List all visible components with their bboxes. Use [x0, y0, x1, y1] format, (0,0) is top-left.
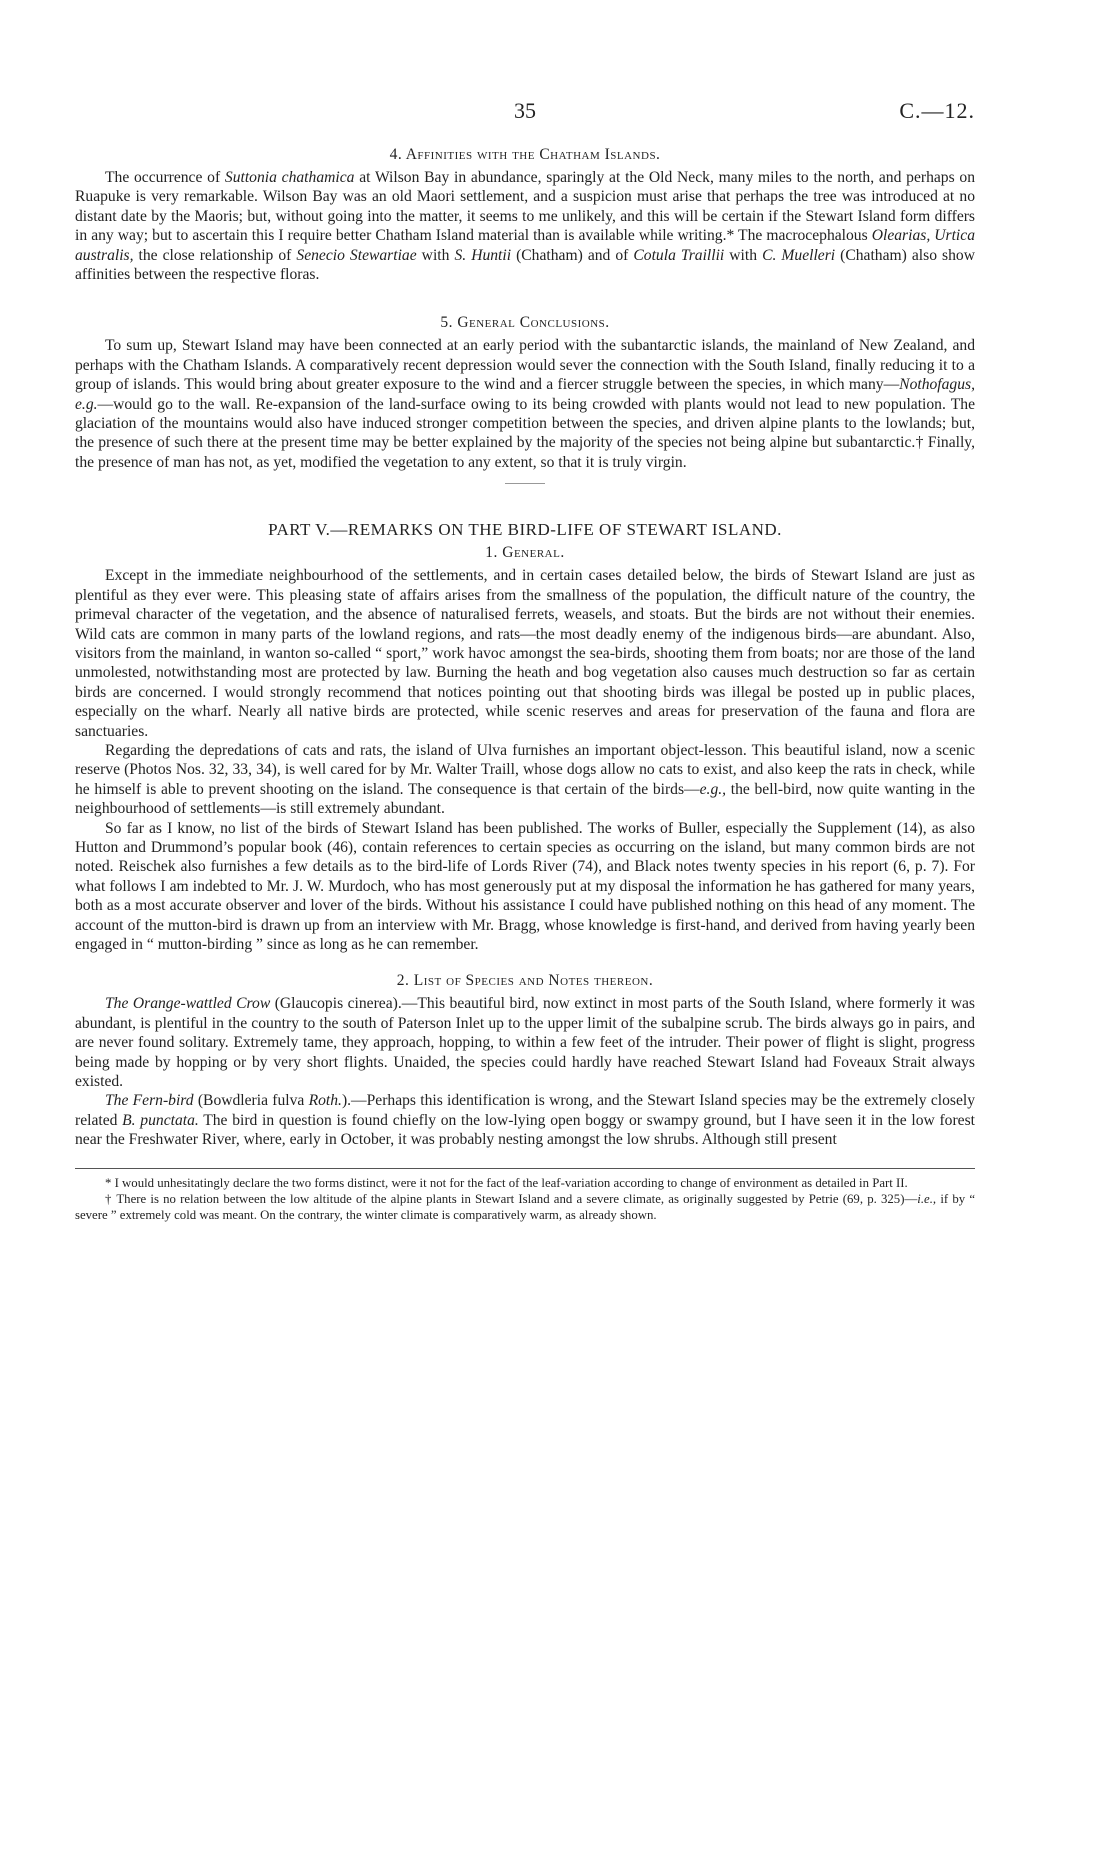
section-heading-affinities: 4. Affinities with the Chatham Islands.: [389, 146, 661, 163]
footnote-asterisk: * I would unhesitatingly declare the two forms distinct, were it not for the fact of the leaf-variation according to change of environment as detailed in Part II.: [105, 1175, 908, 1190]
section-heading-conclusions: 5. General Conclusions.: [440, 314, 610, 332]
paragraph-affinities: The occurrence of Suttonia chathamica at Wilson Bay in abundance, sparingly at the Old Neck, many miles to the north, and perhaps on Ruapuke is very remarkable. Wilson Bay was an old Maori settlement, and a suspicion must arise that perhaps the tree was introduced at no distant date by the Maoris; but, without going into the matter, it seems to me unlikely, and this will be certain if the Stewart Island form differs in any way; but to ascertain this I require better Chatham Island material than is available while writing.* The macrocephalous Olearias, Urtica australis, the close relationship of Senecio Stewartiae with S. Huntii (Chatham) and of Cotula Traillii with C. Muelleri (Chatham) also show affinities between the respective floras.: [75, 169, 976, 284]
document-reference: C.—12.: [899, 98, 975, 123]
section-divider: [505, 483, 545, 484]
page-header: [75, 98, 975, 138]
page-number: 35: [514, 98, 536, 123]
paragraph-fern-bird: The Fern-bird (Bowdleria fulva Roth.).—Perhaps this identification is wrong, and the Stewart Island species may be the extremely closely related B. punctata. The bird in question is found chiefly on the low-lying open boggy or swampy ground, but I have seen it in the low forest near the Freshwater River, where, early in October, it was probably nesting amongst the low shrubs. Although still present: [75, 1092, 975, 1149]
paragraph-conclusions: To sum up, Stewart Island may have been connected at an early period with the subantarctic islands, the mainland of New Zealand, and perhaps with the Chatham Islands. A comparatively recent depression would sever the connection with the South Island, finally reducing it to a group of islands. This would bring about greater exposure to the wind and a fiercer struggle between the species, in which many—Nothofagus, e.g.—would go to the wall. Re-expansion of the land-surface owing to its being crowded with plants would not lead to new population. The glaciation of the mountains would also have induced stronger competition between the species, and driven alpine plants to the lowlands; but, the presence of such there at the present time may be better explained by the majority of the species not being alpine but subantarctic.† Finally, the presence of man has not, as yet, modified the vegetation to any extent, so that it is truly virgin.: [75, 337, 975, 471]
paragraph-sources: So far as I know, no list of the birds of Stewart Island has been published. The works of Buller, especially the Supplement (14), as also Hutton and Drummond’s popular book (46), contain references to certain species as occurring on the island, but many common birds are not noted. Reischek also furnishes a few details as to the bird-life of Lords River (74), and Black notes twenty species in his report (6, p. 7). For what follows I am indebted to Mr. J. W. Murdoch, who has most generously put at my disposal the information he has gathered for many years, both as a most accurate observer and lover of the birds. Without his assistance I could have published nothing on this head of any moment. The account of the mutton-bird is drawn up from an interview with Mr. Bragg, whose knowledge is first-hand, and derived from having yearly been engaged in “ mutton-birding ” since as long as he can remember.: [75, 819, 975, 953]
footnote-divider: [75, 1168, 975, 1169]
paragraph-orange-wattled-crow: The Orange-wattled Crow (Glaucopis cinerea).—This beautiful bird, now extinct in most parts of the South Island, where formerly it was abundant, is plentiful in the country to the south of Paterson Inlet up to the upper limit of the subalpine scrub. The birds always go in pairs, and are never found solitary. Extremely tame, they approach, hopping, to within a few feet of the intruder. Their power of flight is slight, progress being made by hopping or by very short flights. Unaided, the species could hardly have reached Stewart Island had Foveaux Strait always existed.: [75, 995, 975, 1091]
part-title: PART V.—REMARKS ON THE BIRD-LIFE OF STEWART ISLAND.: [268, 520, 782, 540]
section-heading-general: 1. General.: [485, 544, 565, 562]
footnote-dagger: † There is no relation between the low altitude of the alpine plants in Stewart Island and a severe climate, as originally suggested by Petrie (69, p. 325)—i.e., if by “ severe ” extremely cold was meant. On the contrary, the winter climate is comparatively warm, as already shown.: [75, 1191, 975, 1222]
document-page: [75, 98, 975, 1223]
paragraph-general: Except in the immediate neighbourhood of the settlements, and in certain cases detailed below, the birds of Stewart Island are just as plentiful as they ever were. This pleasing state of affairs arises from the smallness of the population, the difficult nature of the country, the primeval character of the vegetation, and the absence of naturalised ferrets, weasels, and stoats. But the birds are not without their enemies. Wild cats are common in many parts of the lowland regions, and rats—the most deadly enemy of the indigenous birds—are abundant. Also, visitors from the mainland, in wanton so-called “ sport,” work havoc amongst the sea-birds, shooting them from boats; nor are those of the land unmolested, notwithstanding most are protected by law. Burning the heath and bog vegetation also causes much destruction so far as certain birds are concerned. I would strongly recommend that notices pointing out that shooting birds was illegal be posted up in public places, especially on the wharf. Nearly all native birds are protected, while scenic reserves and areas for preservation of the fauna and flora are sanctuaries.: [75, 567, 975, 740]
section-heading-species-list: 2. List of Species and Notes thereon.: [396, 972, 654, 990]
paragraph-ulva: Regarding the depredations of cats and rats, the island of Ulva furnishes an important object-lesson. This beautiful island, now a scenic reserve (Photos Nos. 32, 33, 34), is well cared for by Mr. Walter Traill, whose dogs allow no cats to exist, and also keep the rats in check, while he himself is able to prevent shooting on the island. The consequence is that certain of the birds—e.g., the bell-bird, now quite wanting in the neighbourhood of settlements—is still extremely abundant.: [75, 741, 975, 818]
